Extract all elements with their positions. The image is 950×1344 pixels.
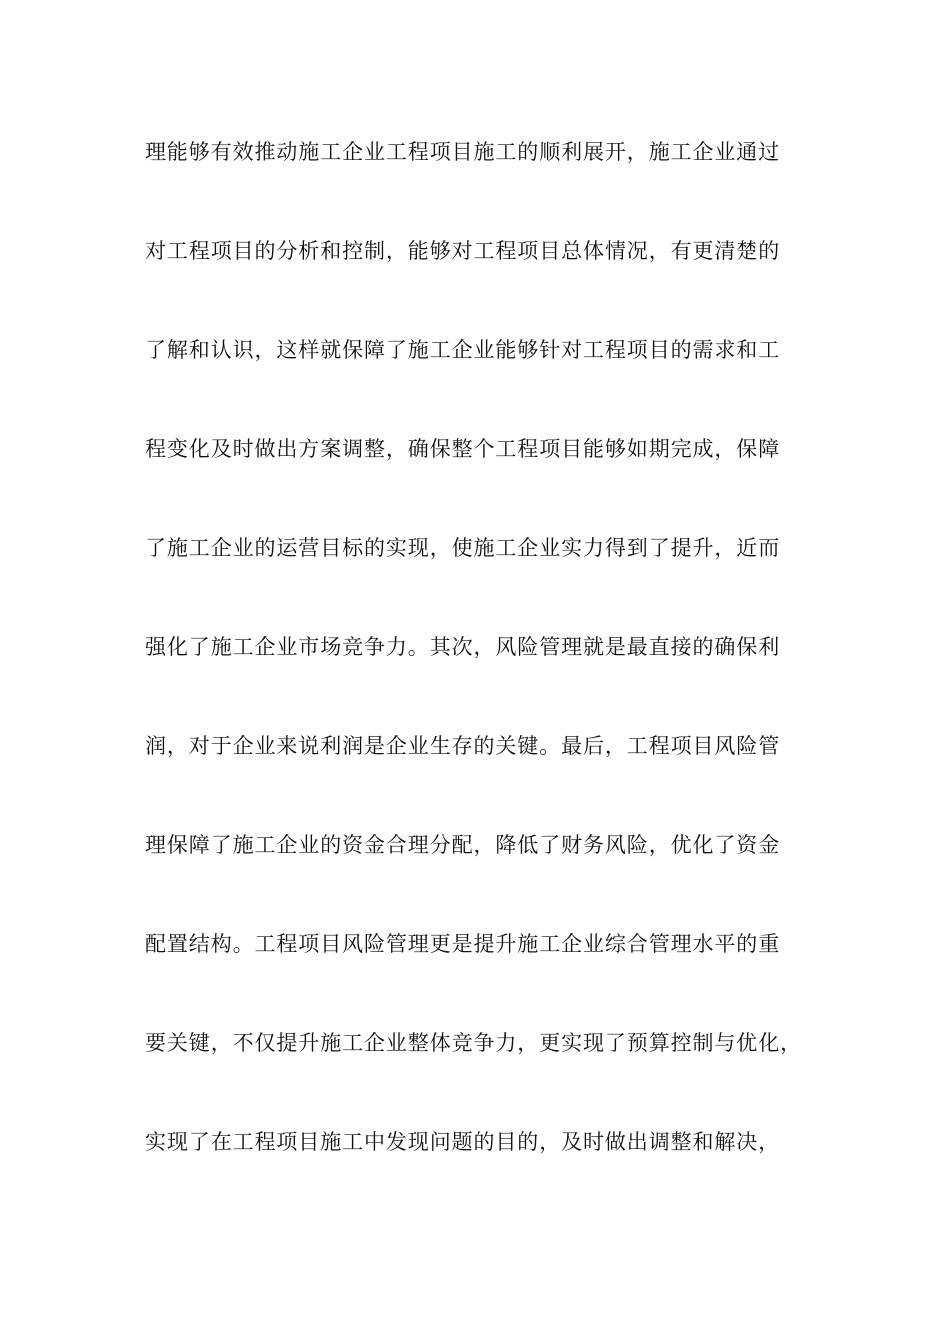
text-line: 理能够有效推动施工企业工程项目施工的顺利展开，施工企业通过: [145, 140, 781, 164]
text-line: 强化了施工企业市场竞争力。其次，风险管理就是最直接的确保利: [145, 635, 781, 659]
text-line: 润，对于企业来说利润是企业生存的关键。最后，工程项目风险管: [145, 734, 781, 758]
text-line: 对工程项目的分析和控制，能够对工程项目总体情况，有更清楚的: [145, 239, 781, 263]
text-line: 了解和认识，这样就保障了施工企业能够针对工程项目的需求和工: [145, 338, 781, 362]
text-line: 了施工企业的运营目标的实现，使施工企业实力得到了提升，近而: [145, 536, 781, 560]
text-line: 理保障了施工企业的资金合理分配，降低了财务风险，优化了资金: [145, 833, 781, 857]
body-text: [145, 132, 825, 1221]
text-line: 配置结构。工程项目风险管理更是提升施工企业综合管理水平的重: [145, 932, 781, 956]
text-line: 程变化及时做出方案调整，确保整个工程项目能够如期完成，保障: [145, 437, 781, 461]
text-line: 要关键，不仅提升施工企业整体竞争力，更实现了预算控制与优化，: [145, 1031, 802, 1055]
text-line: 实现了在工程项目施工中发现问题的目的，及时做出调整和解决，: [145, 1130, 781, 1154]
